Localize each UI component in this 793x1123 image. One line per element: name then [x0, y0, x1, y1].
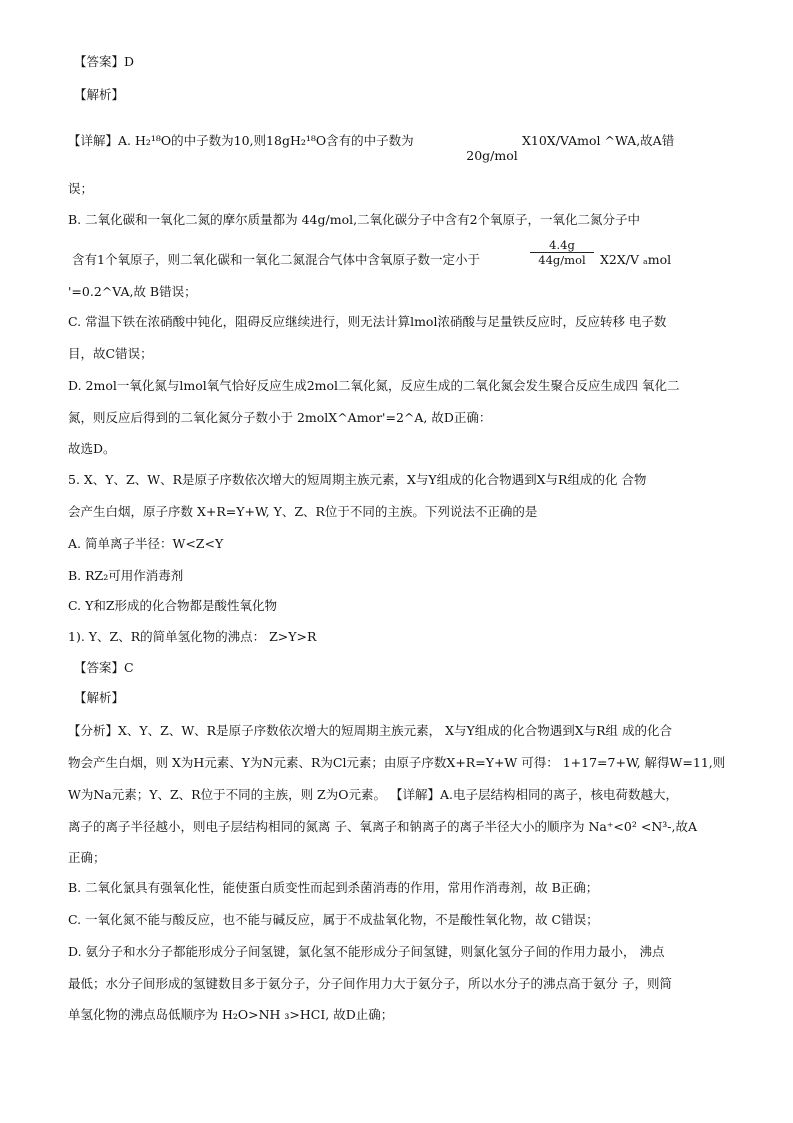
- option-c-explanation-line-2: 目，故C错误；: [68, 346, 153, 361]
- q5-option-b-explanation: B. 二氧化氯具有强氧化性，能使蛋白质变性而起到杀菌消毒的作用，常用作消毒剂，故 B正确；: [68, 880, 599, 895]
- detail-a-tail: X10X/VAmol ^WA,故A错: [522, 133, 675, 148]
- q5-option-d-explanation-line-3: 单氢化物的沸点岛低顺序为 H₂O>NH ₃>HCI, 故D止确；: [68, 1007, 394, 1022]
- option-b-explanation-line-1: B. 二氧化碳和一氧化二氮的摩尔质量都为 44g/mol,二氧化碳分子中含有2个氧原子，一氧化二氮分子中: [68, 212, 641, 227]
- option-a: A. 简单离子半径：W<Z<Y: [68, 536, 224, 551]
- fraction-2-denominator: 44g/mol: [538, 253, 586, 267]
- analysis-line-2: 物会产生白烟，则 X为H元素、Y为N元素、R为Cl元素；由原子序数X+R=Y+W 可得： 1+17=7+W, 解得W=11,则: [68, 755, 726, 770]
- option-b-explanation-line-3: '=0.2^VA,故 B错误；: [68, 284, 197, 299]
- analysis-line-3: W为Na元素；Y、Z、R位于不同的主族，则 Z为O元素。 【详解】A.电子层结构相同的离子，核电荷数越大，: [68, 787, 678, 802]
- fraction-1: [452, 133, 532, 163]
- analysis-label-q5: 【解析】: [74, 690, 125, 705]
- fraction-1-denominator: 20g/mol: [466, 148, 518, 163]
- question-5-stem-line-2: 会产生白烟，原子序数 X+R=Y+W, Y、Z、R位于不同的主族。下列说法不正确的是: [68, 504, 538, 519]
- fraction-2-numerator: 4.4g: [530, 238, 594, 253]
- analysis-line-1: 【分析】X、Y、Z、W、R是原子序数依次增大的短周期主族元素， X与Y组成的化合物遇到X与R组 成的化合: [68, 723, 673, 738]
- option-c-explanation-line-1: C. 常温下铁在浓硝酸中钝化，阻碍反应继续进行，则无法计算lmol浓硝酸与足量铁反应时，反应转移 电子数: [68, 314, 667, 329]
- q5-option-d-explanation-line-1: D. 氨分子和水分子都能形成分子间氢键，氯化氢不能形成分子间氢键，则氯化氢分子间的作用力最小， 沸点: [68, 944, 665, 959]
- analysis-label-q4: 【解析】: [74, 87, 125, 102]
- q5-option-c-explanation: C. 一氧化氮不能与酸反应，也不能与碱反应，属于不成盐氧化物，不是酸性氧化物，故 C错误；: [68, 912, 599, 927]
- option-b-explanation-tail: X2X/V ₐmol: [600, 252, 672, 267]
- option-c: C. Y和Z形成的化合物都是酸性氧化物: [68, 598, 278, 613]
- detail-a-text: 【详解】A. H₂¹⁸O的中子数为10,则18gH₂¹⁸O含有的中子数为: [68, 133, 414, 148]
- option-b-explanation-line-2: 含有1个氧原子，则二氧化碳和一氧化二氮混合气体中含氧原子数一定小于: [72, 252, 480, 267]
- analysis-line-4: 离子的离子半径越小，则电子层结构相同的氮离 子、氧离子和钠离子的离子半径大小的顺序为 Na⁺<0² <N³-,故A: [68, 819, 697, 834]
- option-d-explanation-line-2: 氮，则反应后得到的二氧化氮分子数小于 2molX^Amor'=2^A, 故D正确：: [68, 410, 492, 425]
- option-d-explanation-line-1: D. 2mol一氧化氮与lmol氧气恰好反应生成2mol二氧化氮，反应生成的二氧化氮会发生聚合反应生成四 氧化二: [68, 378, 680, 393]
- q5-option-d-explanation-line-2: 最低；水分子间形成的氢键数目多于氨分子，分子间作用力大于氨分子，所以水分子的沸点高于氨分 子，则简: [68, 976, 672, 991]
- answer-label-q5: 【答案】C: [74, 660, 134, 675]
- answer-label-q4: 【答案】D: [74, 54, 135, 69]
- option-b: B. RZ₂可用作消毒剂: [68, 568, 184, 583]
- conclusion-q4: 故选D。: [68, 441, 116, 456]
- question-5-stem-line-1: 5. X、Y、Z、W、R是原子序数依次增大的短周期主族元素，X与Y组成的化合物遇到X与R组成的化 合物: [68, 472, 647, 487]
- fraction-2: [530, 238, 594, 267]
- option-d: 1). Y、Z、R的简单氢化物的沸点： Z>Y>R: [68, 629, 317, 644]
- detail-a-continuation: 误；: [68, 181, 94, 196]
- analysis-line-5: 正确；: [68, 850, 106, 865]
